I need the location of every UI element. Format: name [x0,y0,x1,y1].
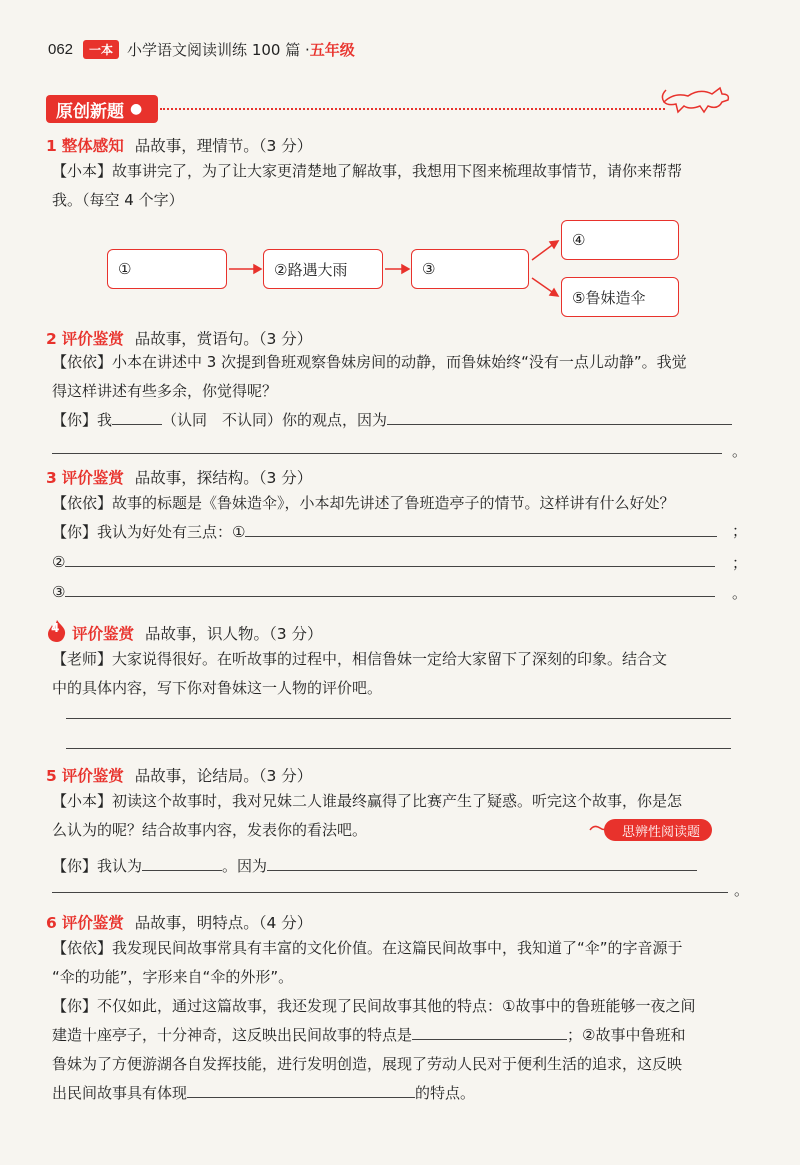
q3-prompt: 品故事，探结构。（3 分） [134,469,313,487]
q2-prompt: 品故事，赏语句。（3 分） [134,330,313,348]
flow-box-4-label: ④ [572,231,586,249]
q3-number: 3 [46,469,57,487]
q6-line3: 【你】不仅如此，通过这篇故事，我还发现了民间故事其他的特点：①故事中的鲁班能够一夜之间 [52,997,696,1015]
section-title: 原创新题 [56,101,124,122]
q6-line1: 【依依】我发现民间故事常具有丰富的文化价值。在这篇民间故事中，我知道了“伞”的字音源于 [52,939,683,957]
q6-line6-end: 的特点。 [415,1084,476,1102]
q3-title [46,466,312,488]
q6-line4-start: 建造十座亭子，十分神奇，这反映出民间故事的特点是 [52,1026,413,1044]
q6-tag: 评价鉴赏 [61,914,124,932]
q2-answer-line[interactable] [52,453,722,454]
brand-logo: 一本 [83,40,119,59]
q2-blank-choice[interactable] [112,410,162,425]
q3-line1: 【依依】故事的标题是《鲁妹造伞》，小本却先讲述了鲁班造亭子的情节。这样讲有什么好处？ [52,494,675,512]
flow-box-1-label: ① [118,260,132,278]
q3-semicolon-1: ； [732,522,748,540]
q2-line1: 【依依】小本在讲述中 3 次提到鲁班观察鲁妹房间的动静，而鲁妹始终“没有一点儿动静”。我觉 [52,353,687,371]
q1-tag: 整体感知 [61,137,124,155]
q2-answer-mid: （认同 不认同）你的观点，因为 [162,411,388,429]
critical-reading-badge [604,819,712,841]
flow-box-3-label: ③ [422,260,436,278]
q5-end-mark: 。 [734,881,750,899]
q4-line1: 【老师】大家说得很好。在听故事的过程中，相信鲁妹一定给大家留下了深刻的印象。结合文 [52,650,668,668]
q6-blank-1[interactable] [412,1025,567,1040]
q1-speaker: 【小本】 [52,162,113,180]
q4-tag: 评价鉴赏 [72,625,135,643]
q4-prompt: 品故事，识人物。（3 分） [144,625,323,643]
q2-number: 2 [46,330,57,348]
q3-point-2-label: ② [52,553,66,571]
q5-number: 5 [46,767,57,785]
q2-blank-reason[interactable] [387,410,732,425]
q6-line2: “伞的功能”，字形来自“伞的外形”。 [52,968,294,986]
q4-number: 4 [51,621,60,635]
q5-answer-line[interactable] [52,892,728,893]
q5-tag: 评价鉴赏 [61,767,124,785]
page-number: 062 [48,40,74,58]
banner-dot-icon: ● [130,101,143,117]
q3-point-3-label: ③ [52,583,66,601]
q6-blank-2[interactable] [187,1083,415,1098]
q4-title [72,622,323,644]
q3-blank-3[interactable] [65,582,715,597]
q3-end-mark: 。 [732,584,748,602]
q3-text [52,489,742,547]
q2-tag: 评价鉴赏 [61,330,124,348]
q5-blank-reason[interactable] [267,856,697,871]
q3-blank-2[interactable] [65,552,715,567]
q6-number: 6 [46,914,57,932]
q4-text [52,645,742,703]
q1-line1: 故事讲完了，为了让大家更清楚地了解故事，我想用下图来梳理故事情节，请你来帮帮 [112,162,683,180]
q5-answer [52,852,697,881]
q1-line2: 我。（每空 4 个字） [52,191,184,209]
q3-answer-prefix: 【你】我认为好处有三点：① [52,523,246,541]
q5-prompt: 品故事，论结局。（3 分） [134,767,313,785]
q3-tag: 评价鉴赏 [61,469,124,487]
q3-blank-1[interactable] [245,522,717,537]
q6-text [52,934,742,1108]
flow-arrows [0,0,800,340]
q5-line2: 么认为的呢？结合故事内容，发表你的看法吧。 [52,821,368,839]
q3-semicolon-2: ； [732,554,748,572]
q2-line2: 得这样讲述有些多余，你觉得呢？ [52,382,278,400]
q6-line6-start: 出民间故事具有体现 [52,1084,188,1102]
q2-text [52,348,742,435]
q1-prompt: 品故事，理情节。（3 分） [134,137,313,155]
q1-number: 1 [46,137,57,155]
q4-line2: 中的具体内容，写下你对鲁妹这一人物的评价吧。 [52,679,383,697]
q4-answer-line-2[interactable] [66,748,731,749]
flow-box-2-label: ②路遇大雨 [274,260,348,279]
q5-answer-mid: 。因为 [222,857,268,875]
q6-prompt: 品故事，明特点。（4 分） [134,914,313,932]
grade-label: 五年级 [309,40,355,59]
badge-swirl-icon [588,822,610,836]
badge-label: 思辨性阅读题 [622,824,701,840]
q5-title [46,764,312,786]
q6-title [46,911,312,933]
q5-line1: 【小本】初读这个故事时，我对兄妹二人谁最终赢得了比赛产生了疑惑。听完这个故事，你是怎 [52,792,683,810]
q6-line4-end: ；②故事中鲁班和 [567,1026,686,1044]
q2-title [46,327,312,349]
q5-answer-prefix: 【你】我认为 [52,857,143,875]
q5-blank-choice[interactable] [142,856,222,871]
q4-answer-line-1[interactable] [66,718,731,719]
flow-box-5-label: ⑤鲁妹造伞 [572,288,646,307]
q2-end-mark: 。 [732,442,748,460]
q3-point-2 [52,548,715,577]
q6-line5: 鲁妹为了方便游湖各自发挥技能，进行发明创造，展现了劳动人民对于便利生活的追求，这反映 [52,1055,683,1073]
q3-point-3 [52,578,715,607]
q2-answer-prefix: 【你】我 [52,411,113,429]
book-title: 小学语文阅读训练 100 篇 · [127,40,310,59]
